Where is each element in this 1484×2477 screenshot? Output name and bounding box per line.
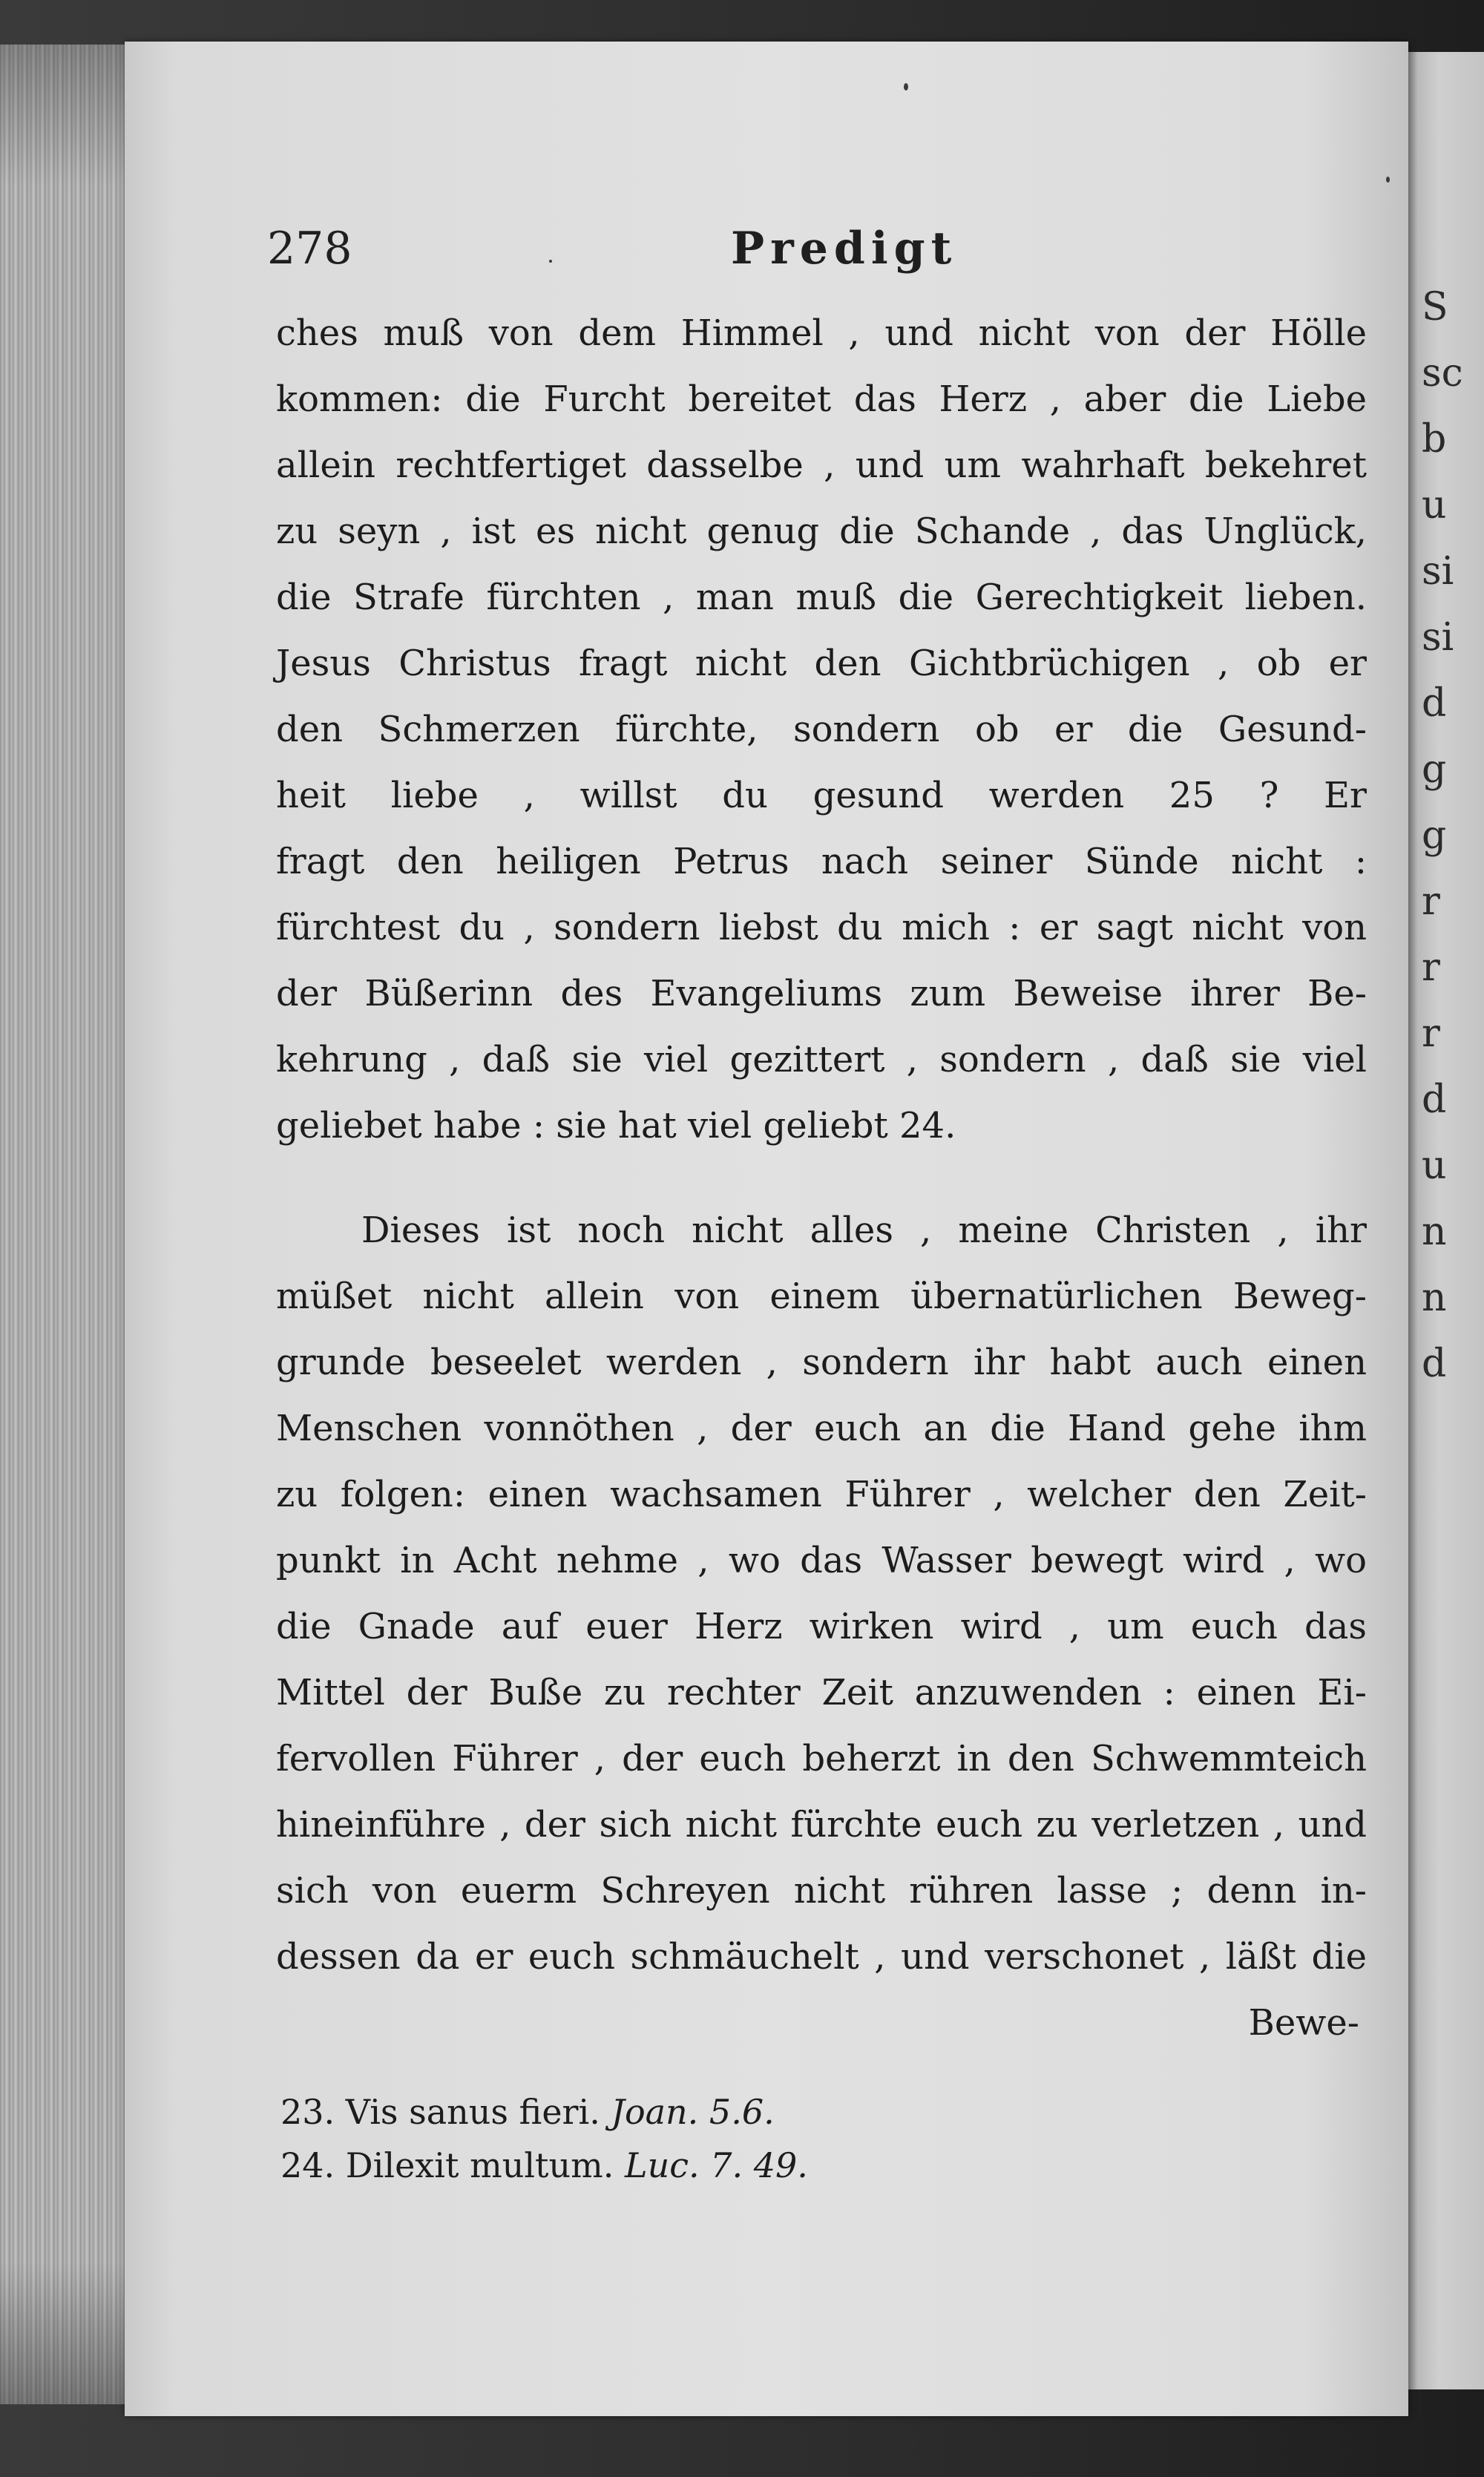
- text-line: kehrung , daß sie viel gezittert , sondern , daß sie viel: [276, 1039, 1367, 1080]
- text-line: fervollen Führer , der euch beherzt in den Schwemmteich: [276, 1738, 1367, 1779]
- footnote: [280, 2085, 1171, 2139]
- footnote-text: Dilexit multum.: [345, 2145, 614, 2185]
- page-number: 278: [267, 223, 352, 275]
- footnote-mark: 24.: [280, 2145, 335, 2185]
- footnote-reference: Joan. 5.6.: [611, 2092, 775, 2132]
- text-line: ches muß von dem Himmel , und nicht von der Hölle: [276, 312, 1367, 354]
- book-page-edges: [0, 45, 131, 2404]
- text-line: müßet nicht allein von einem übernatürlichen Beweg-: [276, 1276, 1367, 1317]
- text-line: kommen: die Furcht bereitet das Herz , aber die Liebe: [276, 378, 1367, 420]
- footnote-reference: Luc. 7. 49.: [625, 2145, 808, 2185]
- text-line: Dieses ist noch nicht alles , meine Christen , ihr: [361, 1210, 1367, 1251]
- footnote-text: Vis sanus fieri.: [345, 2092, 600, 2132]
- footnotes: [280, 2085, 1171, 2192]
- footnote-mark: 23.: [280, 2092, 335, 2132]
- text-line: die Strafe fürchten , man muß die Gerechtigkeit lieben.: [276, 577, 1367, 618]
- text-line: die Gnade auf euer Herz wirken wird , um euch das: [276, 1606, 1367, 1647]
- text-line: Menschen vonnöthen , der euch an die Hand gehe ihm: [276, 1408, 1367, 1449]
- facing-page-text: S sc b u si si d g g r r r d u n n d: [1422, 285, 1463, 1386]
- text-line: hineinführe , der sich nicht fürchte euch zu verletzen , und: [276, 1804, 1367, 1846]
- text-line: sich von euerm Schreyen nicht rühren lasse ; denn in-: [276, 1870, 1367, 1912]
- text-line: Jesus Christus fragt nicht den Gichtbrüchigen , ob er: [276, 643, 1367, 684]
- text-line: heit liebe , willst du gesund werden 25 ? Er: [276, 775, 1367, 816]
- text-line: allein rechtfertiget dasselbe , und um wahrhaft bekehret: [276, 444, 1367, 486]
- paragraph-gap: [276, 1159, 1367, 1198]
- text-line: geliebet habe : sie hat viel geliebt 24.: [276, 1105, 956, 1146]
- body-text: [276, 301, 1367, 2056]
- text-line: dessen da er euch schmäuchelt , und verschonet , läßt die: [276, 1936, 1367, 1978]
- text-line: zu folgen: einen wachsamen Führer , welcher den Zeit-: [276, 1474, 1367, 1515]
- text-line: der Büßerinn des Evangeliums zum Beweise ihrer Be-: [276, 973, 1367, 1014]
- catchword: Bewe-: [1248, 2002, 1359, 2044]
- page-header: [267, 223, 1380, 282]
- text-line: fürchtest du , sondern liebst du mich : er sagt nicht von: [276, 907, 1367, 948]
- text-line: grunde beseelet werden , sondern ihr habt auch einen: [276, 1342, 1367, 1383]
- ink-speck: [1386, 177, 1390, 183]
- text-line: Mittel der Buße zu rechter Zeit anzuwenden : einen Ei-: [276, 1672, 1367, 1713]
- text-line: zu seyn , ist es nicht genug die Schande , das Unglück,: [276, 511, 1367, 552]
- ink-speck: [904, 83, 908, 91]
- running-title: Predigt: [731, 223, 958, 275]
- text-line: punkt in Acht nehme , wo das Wasser bewegt wird , wo: [276, 1540, 1367, 1581]
- text-line: fragt den heiligen Petrus nach seiner Sünde nicht :: [276, 841, 1367, 882]
- footnote: [280, 2139, 1171, 2192]
- text-line: den Schmerzen fürchte, sondern ob er die Gesund-: [276, 709, 1367, 750]
- ink-speck: [549, 260, 552, 263]
- facing-page-edge: [1408, 52, 1484, 2389]
